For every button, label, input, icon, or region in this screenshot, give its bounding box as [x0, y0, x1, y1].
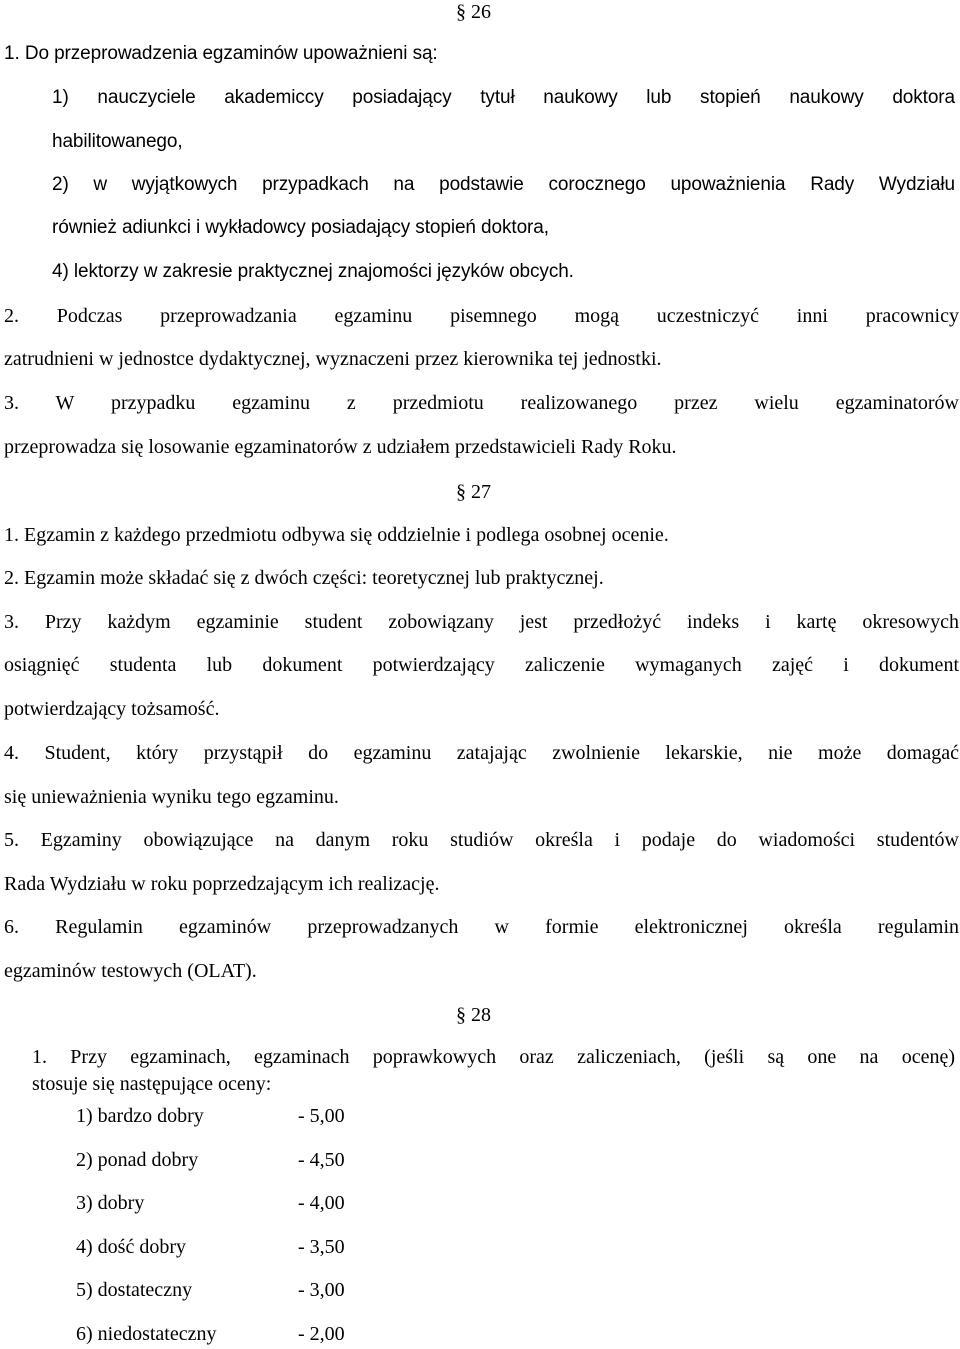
s26-item4: 4) lektorzy w zakresie praktycznej znajomości języków obcych.: [52, 261, 574, 282]
grade-label: 5) dostateczny: [76, 1279, 193, 1301]
grade-label: 1) bardzo dobry: [76, 1105, 204, 1127]
s26-item1-line2: habilitowanego,: [52, 131, 183, 152]
s27-p6-line2: egzaminów testowych (OLAT).: [4, 960, 257, 982]
s27-p6-line1: 6. Regulamin egzaminów przeprowadzanych w formie elektronicznej określa regulamin: [4, 916, 959, 938]
s27-p3-line1: 3. Przy każdym egzaminie student zobowiązany jest przedłożyć indeks i kartę okresowych: [4, 611, 959, 633]
s28-p1-line2: stosuje się następujące oceny:: [32, 1073, 272, 1095]
s27-p1: 1. Egzamin z każdego przedmiotu odbywa się oddzielnie i podlega osobnej ocenie.: [4, 524, 669, 546]
grade-row: [76, 1104, 345, 1128]
section-28-heading: § 28: [456, 1004, 491, 1026]
s28-p1-line1: 1. Przy egzaminach, egzaminach poprawkowych oraz zaliczeniach, (jeśli są one na ocenę): [32, 1046, 955, 1068]
grade-row: [76, 1235, 345, 1259]
grade-value: - 3,50: [298, 1236, 345, 1258]
grade-value: - 2,00: [298, 1323, 345, 1345]
grade-value: - 5,00: [298, 1105, 345, 1127]
s26-item2-line2: również adiunkci i wykładowcy posiadający stopień doktora,: [52, 217, 549, 238]
section-26-heading: § 26: [456, 1, 491, 23]
s26-p3-line1: 3. W przypadku egzaminu z przedmiotu realizowanego przez wielu egzaminatorów: [4, 392, 959, 414]
s27-p3-line3: potwierdzający tożsamość.: [4, 698, 220, 720]
s26-item2-line1: 2) w wyjątkowych przypadkach na podstawie corocznego upoważnienia Rady Wydziału: [52, 174, 955, 195]
s27-p2: 2. Egzamin może składać się z dwóch części: teoretycznej lub praktycznej.: [4, 567, 604, 589]
s26-item1-line1: 1) nauczyciele akademiccy posiadający tytuł naukowy lub stopień naukowy doktora: [52, 87, 955, 108]
s27-p5-line1: 5. Egzaminy obowiązujące na danym roku studiów określa i podaje do wiadomości studentów: [4, 829, 959, 851]
s26-p1: 1. Do przeprowadzenia egzaminów upoważnieni są:: [4, 43, 438, 64]
section-27-heading: § 27: [456, 481, 491, 503]
grade-row: [76, 1322, 345, 1346]
s27-p4-line1: 4. Student, który przystąpił do egzaminu zatajając zwolnienie lekarskie, nie może domagać: [4, 742, 959, 764]
grade-label: 4) dość dobry: [76, 1236, 186, 1258]
grade-value: - 3,00: [298, 1279, 345, 1301]
s26-p3-line2: przeprowadza się losowanie egzaminatorów z udziałem przedstawicieli Rady Roku.: [4, 436, 677, 458]
s26-p2-line1: 2. Podczas przeprowadzania egzaminu pisemnego mogą uczestniczyć inni pracownicy: [4, 305, 959, 327]
grade-label: 2) ponad dobry: [76, 1149, 199, 1171]
grade-value: - 4,50: [298, 1149, 345, 1171]
s27-p5-line2: Rada Wydziału w roku poprzedzającym ich realizację.: [4, 873, 440, 895]
s26-p2-line2: zatrudnieni w jednostce dydaktycznej, wyznaczeni przez kierownika tej jednostki.: [4, 348, 662, 370]
s27-p3-line2: osiągnięć studenta lub dokument potwierdzający zaliczenie wymaganych zajęć i dokument: [4, 654, 959, 676]
grade-row: [76, 1191, 345, 1215]
grade-label: 6) niedostateczny: [76, 1323, 217, 1345]
grade-value: - 4,00: [298, 1192, 345, 1214]
grade-row: [76, 1278, 345, 1302]
s27-p4-line2: się unieważnienia wyniku tego egzaminu.: [4, 786, 339, 808]
grade-label: 3) dobry: [76, 1192, 145, 1214]
grade-row: [76, 1148, 345, 1172]
